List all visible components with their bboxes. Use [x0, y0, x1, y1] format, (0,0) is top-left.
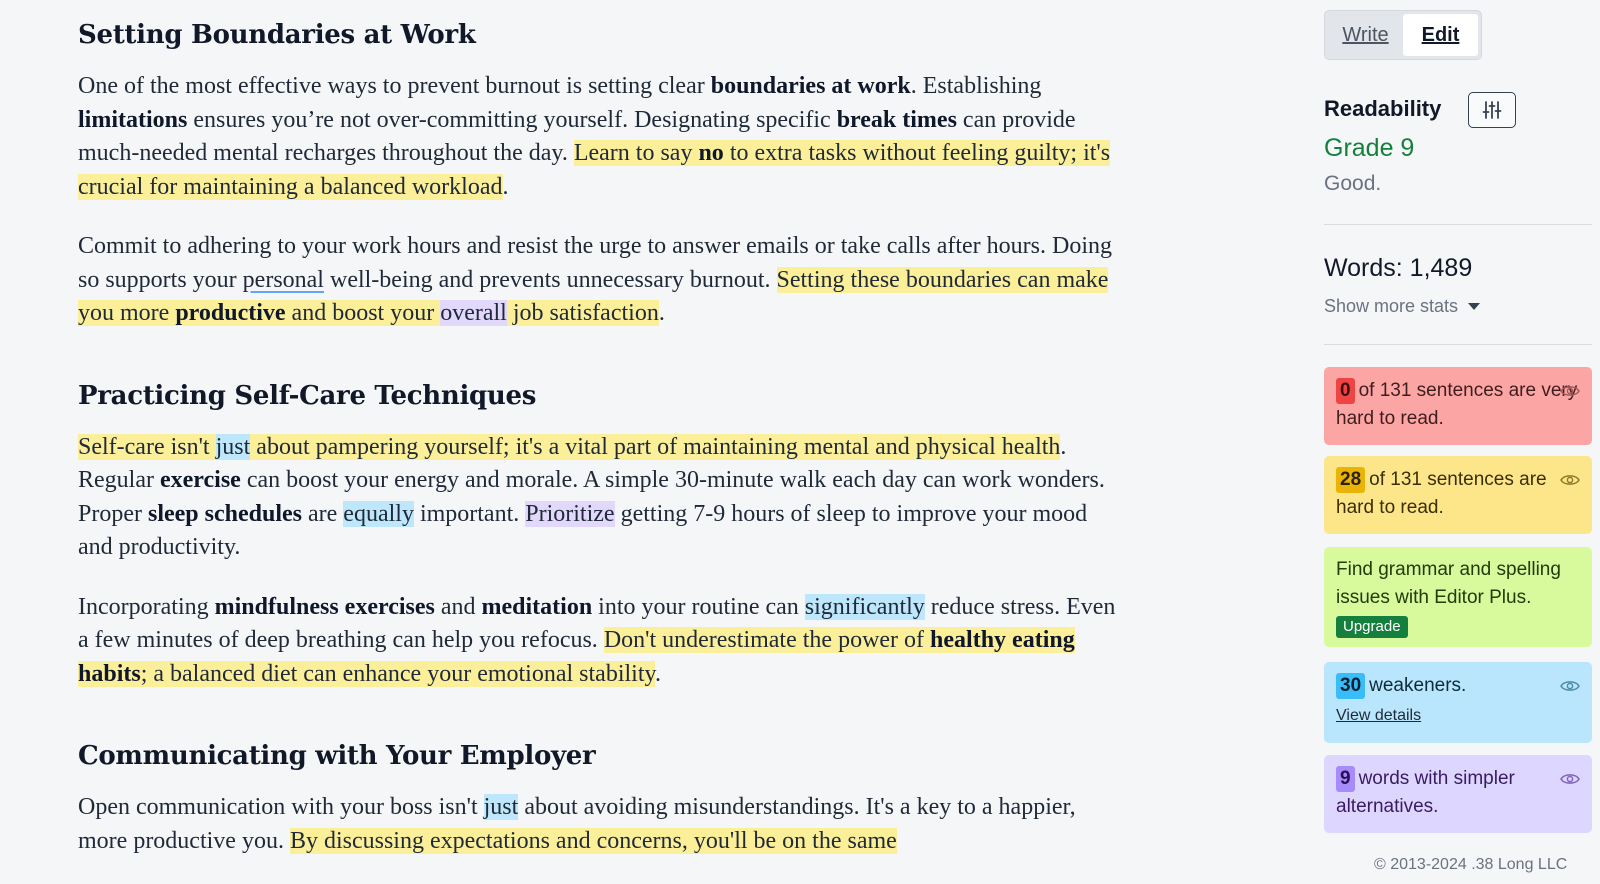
eye-icon[interactable]: [1560, 379, 1580, 407]
text-run: Commit to adhering to your work hours and resist the urge to answer emails or take calls after hours. Doing so supports your: [78, 233, 1112, 293]
paragraph[interactable]: [78, 591, 1118, 692]
weakener-highlight[interactable]: equally: [343, 500, 414, 527]
text-run: can boost your energy and morale. A simple 30-minute walk each day can work wonders. Proper: [78, 467, 1105, 527]
weakeners-count: 30: [1336, 673, 1365, 699]
hard-sentence-highlight[interactable]: Self-care isn't: [78, 433, 216, 460]
section-heading: Communicating with Your Employer: [78, 741, 596, 771]
text-run: . Regular: [78, 433, 1067, 493]
hard-sentence-highlight[interactable]: to extra tasks without feeling guilty; it's crucial for maintaining a balanced workload: [78, 140, 1111, 200]
show-more-stats-label: Show more stats: [1324, 296, 1459, 316]
weakeners-text: weakeners.: [1369, 675, 1467, 696]
hard-sentence-highlight[interactable]: By discussing expectations and concerns, you'll be on the same: [289, 827, 897, 854]
text-run: boundaries at work: [710, 73, 911, 99]
text-run: sleep schedules: [147, 500, 302, 527]
text-run: mindfulness exercises: [214, 593, 435, 620]
simpler-text: words with simpler alternatives.: [1336, 768, 1515, 817]
text-run: Open communication with your boss isn't: [78, 794, 484, 820]
sidebar: [1300, 0, 1600, 884]
text-run: . Establishing: [910, 73, 1042, 99]
text-run: are: [302, 500, 344, 527]
simpler-alternatives-card[interactable]: [1324, 755, 1592, 833]
text-run: getting 7-9 hours of sleep to improve your mood and productivity.: [78, 500, 1088, 560]
section-heading: Practicing Self-Care Techniques: [78, 380, 537, 411]
upgrade-button[interactable]: Upgrade: [1336, 616, 1408, 638]
simpler-word-highlight[interactable]: Prioritize: [525, 500, 615, 527]
paragraph[interactable]: [78, 70, 1118, 204]
paragraph[interactable]: [78, 431, 1118, 565]
hard-text: of 131 sentences are hard to read.: [1336, 469, 1547, 518]
simpler-count: 9: [1336, 766, 1355, 792]
paragraph[interactable]: [78, 230, 1118, 331]
edit-mode-button[interactable]: Edit: [1403, 14, 1478, 56]
text-run: ensures you’re not over-committing yourself. Designating specific: [187, 106, 837, 133]
text-run: limitations: [78, 106, 188, 133]
text-run: One of the most effective ways to prevent burnout is setting clear: [78, 73, 711, 99]
hard-sentence-highlight[interactable]: and boost your: [285, 300, 441, 326]
hard-sentence-highlight[interactable]: Don't underestimate the power of: [603, 627, 931, 653]
very-hard-text: of 131 sentences are very hard to read.: [1336, 380, 1578, 429]
text-run: .: [502, 173, 509, 200]
copyright-text: © 2013-2024 .38 Long LLC: [1374, 856, 1568, 873]
readability-settings-button[interactable]: [1468, 92, 1516, 128]
eye-icon[interactable]: [1560, 767, 1580, 795]
hard-sentence-highlight[interactable]: about pampering yourself; it's a vital part of maintaining mental and physical health: [250, 433, 1061, 460]
text-run: about avoiding misunderstandings. It's a key to a happier, more productive you.: [78, 794, 1076, 854]
sliders-icon: [1482, 100, 1502, 120]
very-hard-count: 0: [1336, 378, 1355, 404]
eye-icon[interactable]: [1560, 468, 1580, 496]
hard-sentence-highlight[interactable]: healthy eating habits: [78, 627, 1075, 687]
caret-down-icon: [1468, 303, 1480, 310]
weakener-highlight[interactable]: significantly: [804, 593, 925, 620]
hard-count: 28: [1336, 467, 1365, 493]
hard-sentences-card[interactable]: [1324, 456, 1592, 534]
hard-sentence-highlight[interactable]: Learn to say: [573, 140, 699, 166]
text-run: Incorporating: [78, 593, 215, 620]
hard-sentence-highlight[interactable]: productive: [175, 300, 286, 326]
divider: [1324, 224, 1592, 225]
hard-sentence-highlight[interactable]: no: [698, 140, 724, 166]
weakener-highlight[interactable]: just: [215, 433, 251, 460]
hard-sentence-highlight[interactable]: ; a balanced diet can enhance your emotional stability: [140, 660, 655, 687]
readability-note: Good.: [1324, 172, 1382, 195]
weakener-highlight[interactable]: just: [483, 794, 519, 820]
suggestion-underline[interactable]: personal: [242, 266, 324, 293]
text-run: .: [658, 300, 665, 326]
hard-sentence-highlight[interactable]: job satisfaction: [506, 300, 659, 326]
eye-icon[interactable]: [1560, 674, 1580, 702]
text-run: reduce stress. Even a few minutes of deep breathing can help you refocus.: [78, 593, 1116, 653]
paragraph[interactable]: [78, 791, 1118, 858]
mode-toggle: [1324, 10, 1482, 60]
document-body[interactable]: [78, 20, 1118, 884]
text-run: into your routine can: [592, 593, 805, 620]
hard-sentence-highlight[interactable]: Setting these boundaries can make you more: [78, 266, 1109, 326]
readability-heading: Readability: [1324, 96, 1442, 121]
very-hard-sentences-card[interactable]: [1324, 367, 1592, 445]
editor-plus-upsell-card: [1324, 547, 1592, 647]
upsell-text: Find grammar and spelling issues with Editor Plus.: [1336, 559, 1561, 608]
write-mode-button[interactable]: Write: [1342, 23, 1389, 46]
text-run: well-being and prevents unnecessary burnout.: [323, 266, 777, 293]
simpler-word-highlight[interactable]: overall: [440, 300, 507, 326]
show-more-stats-toggle[interactable]: [1324, 296, 1480, 317]
text-run: .: [654, 660, 661, 687]
text-run: meditation: [481, 593, 593, 620]
text-run: break times: [836, 106, 957, 133]
word-count: Words: 1,489: [1324, 254, 1473, 282]
weakeners-card[interactable]: [1324, 662, 1592, 743]
divider: [1324, 344, 1592, 345]
readability-grade: Grade 9: [1324, 134, 1415, 162]
view-details-link[interactable]: View details: [1336, 707, 1422, 724]
section-heading: Setting Boundaries at Work: [78, 20, 476, 50]
text-run: exercise: [159, 467, 241, 493]
text-run: and: [434, 593, 482, 620]
text-run: important.: [413, 500, 526, 527]
text-run: can provide much-needed mental recharges throughout the day.: [78, 106, 1076, 166]
